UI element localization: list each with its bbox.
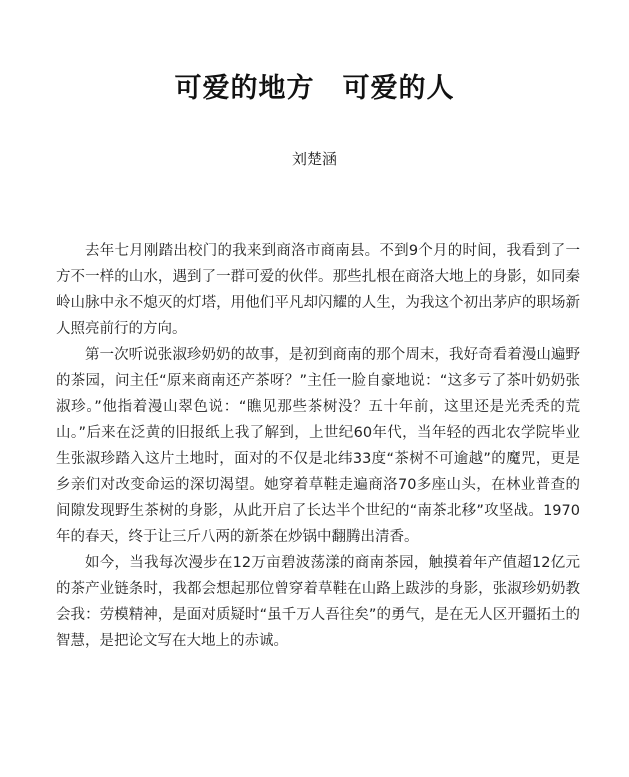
paragraph: 去年七月刚踏出校门的我来到商洛市商南县。不到9个月的时间，我看到了一方不一样的山水，遇到了一群可爱的伙伴。那些扎根在商洛大地上的身影，如同秦岭山脉中永不熄灭的灯塔，用他们平凡却闪耀的人生，为我这个初出茅庐的职场新人照亮前行的方向。 xyxy=(56,243,580,337)
article-author: 刘楚涵 xyxy=(291,150,337,168)
paragraph: 第一次听说张淑珍奶奶的故事，是初到商南的那个周末，我好奇看着漫山遍野的茶园，问主任“原来商南还产茶呀？”主任一脸自豪地说：“这多亏了茶叶奶奶张淑珍。”他指着漫山翠色说：“瞧见那些茶树没？五十年前，这里还是光秃秃的荒山。”后来在泛黄的旧报纸上我了解到，上世纪60年代，当年轻的西北农学院毕业生张淑珍踏入这片土地时，面对的不仅是北纬33度“茶树不可逾越”的魔咒，更是乡亲们对改变命运的深切渴望。她穿着草鞋走遍商洛70多座山头，在林业普查的间隙发现野生茶树的身影，从此开启了长达半个世纪的“南茶北移”攻坚战。1970年的春天，终于让三斤八两的新茶在炒锅中翻腾出清香。 xyxy=(56,347,580,545)
article-title: 可爱的地方 可爱的人 xyxy=(174,73,455,104)
paragraph: 如今，当我每次漫步在12万亩碧波荡漾的商南茶园，触摸着年产值超12亿元的茶产业链条时，我都会想起那位曾穿着草鞋在山路上跋涉的身影，张淑珍奶奶教会我：劳模精神，是面对质疑时“虽千万人吾往矣”的勇气，是在无人区开疆拓土的智慧，是把论文写在大地上的赤诚。 xyxy=(56,555,580,649)
article-body xyxy=(56,238,580,654)
